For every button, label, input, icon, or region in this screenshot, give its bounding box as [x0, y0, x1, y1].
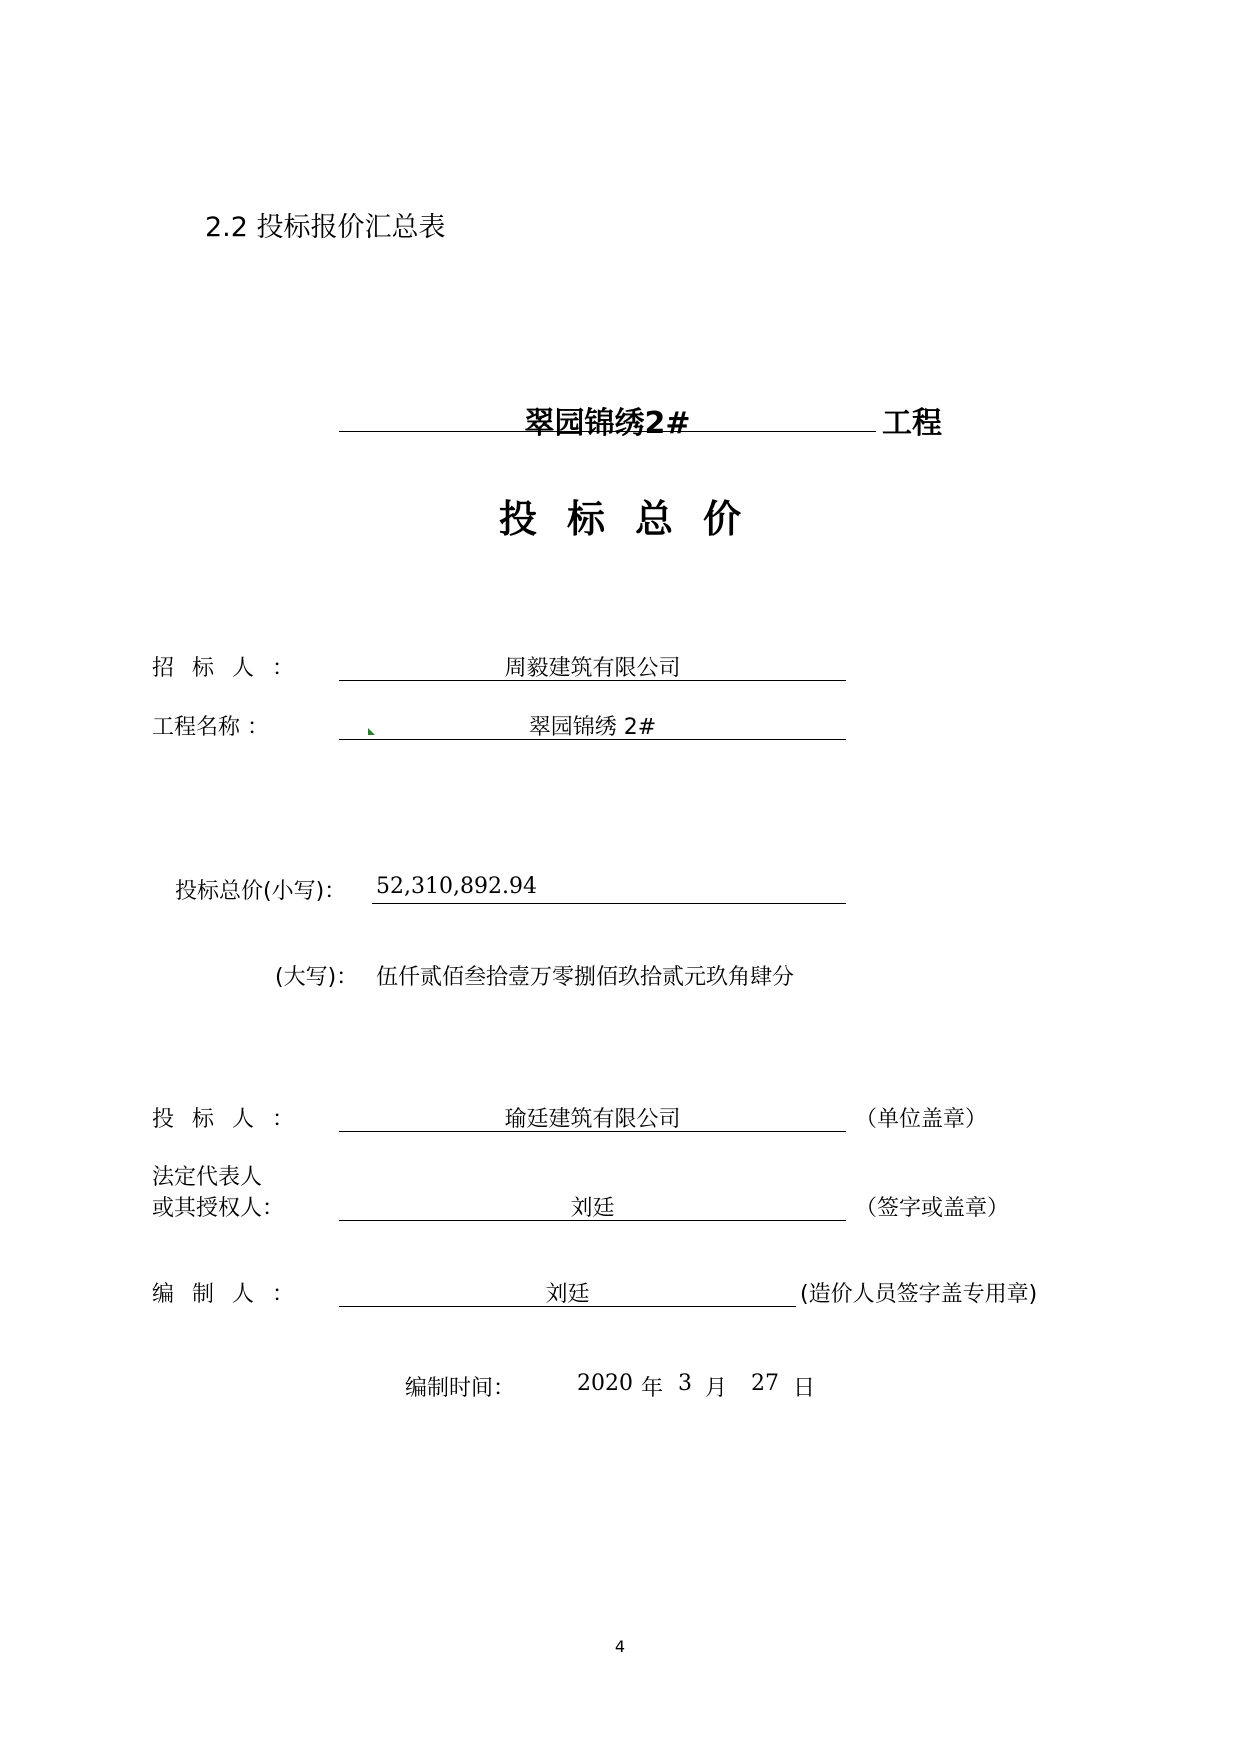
- total-small-label: 投标总价(小写)：: [175, 879, 347, 904]
- total-small-underline: [372, 903, 846, 904]
- legal-rep-note: （签字或盖章）: [855, 1196, 1010, 1221]
- compiler-value: 刘廷: [545, 1282, 590, 1307]
- green-corner-mark: [368, 728, 375, 735]
- compiler-label: 编制人：: [152, 1282, 313, 1307]
- section-heading: 2.2 投标报价汇总表: [205, 212, 446, 243]
- tenderer-underline: [339, 680, 846, 681]
- total-small-value: 52,310,892.94: [376, 874, 537, 899]
- bidder-underline: [339, 1131, 846, 1132]
- tenderer-value: 周毅建筑有限公司: [504, 656, 681, 681]
- project-name-label: 工程名称 ：: [152, 715, 269, 740]
- project-suffix: 工程: [882, 406, 942, 441]
- compile-year: 2020: [577, 1371, 633, 1396]
- page-number: 4: [614, 1637, 626, 1656]
- legal-rep-label-line2: 或其授权人：: [152, 1196, 285, 1221]
- compile-time-label: 编制时间：: [405, 1376, 516, 1401]
- bidder-label: 投标人：: [152, 1107, 313, 1132]
- project-name-field-underline: [339, 739, 846, 740]
- project-name-value: 翠园锦绣 2#: [528, 715, 657, 740]
- bidder-note: （单位盖章）: [855, 1107, 988, 1132]
- compiler-underline: [339, 1306, 796, 1307]
- total-large-value: 伍仟贰佰叁拾壹万零捌佰玖拾贰元玖角肆分: [376, 965, 795, 990]
- compile-year-unit: 年: [641, 1376, 664, 1401]
- legal-rep-underline: [339, 1220, 846, 1221]
- tenderer-label: 招标人：: [152, 656, 313, 681]
- page-title: 投标总价: [498, 497, 771, 541]
- compile-day: 27: [751, 1371, 779, 1396]
- project-name: 翠园锦绣2#: [524, 406, 691, 441]
- legal-rep-value: 刘廷: [570, 1196, 615, 1221]
- total-large-label: (大写)：: [275, 965, 359, 990]
- legal-rep-label-line1: 法定代表人: [152, 1165, 263, 1190]
- compile-month-unit: 月: [705, 1376, 728, 1401]
- bidder-value: 瑜廷建筑有限公司: [504, 1107, 681, 1132]
- compile-day-unit: 日: [793, 1376, 816, 1401]
- compile-month: 3: [678, 1371, 692, 1396]
- compiler-note: (造价人员签字盖专用章): [800, 1282, 1038, 1307]
